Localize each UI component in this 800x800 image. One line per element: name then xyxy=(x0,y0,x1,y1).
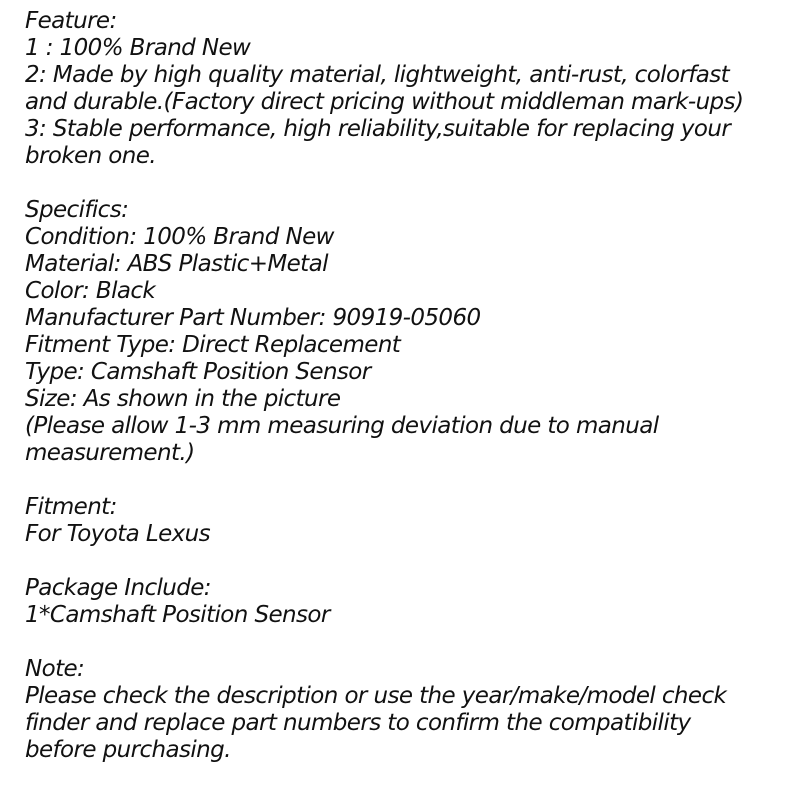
specifics-section xyxy=(25,197,795,467)
spec-size: Size: As shown in the picture xyxy=(25,386,341,412)
spec-color: Color: Black xyxy=(25,278,156,304)
feature-line: broken one. xyxy=(25,143,156,169)
package-heading: Package Include: xyxy=(25,575,211,601)
feature-heading: Feature: xyxy=(25,8,117,34)
fitment-line: For Toyota Lexus xyxy=(25,521,210,547)
fitment-section xyxy=(25,494,795,548)
package-section xyxy=(25,575,795,629)
spec-size-note: measurement.) xyxy=(25,440,195,466)
spec-size-note: (Please allow 1-3 mm measuring deviation due to manual xyxy=(25,413,659,439)
note-section xyxy=(25,656,795,764)
spec-condition: Condition: 100% Brand New xyxy=(25,224,334,250)
spec-part-number: Manufacturer Part Number: 90919-05060 xyxy=(25,305,481,331)
feature-line: 1 : 100% Brand New xyxy=(25,35,251,61)
note-line: finder and replace part numbers to confirm the compatibility xyxy=(25,710,691,736)
feature-line: 2: Made by high quality material, lightweight, anti-rust, colorfast xyxy=(25,62,730,88)
spec-material: Material: ABS Plastic+Metal xyxy=(25,251,328,277)
spec-type: Type: Camshaft Position Sensor xyxy=(25,359,371,385)
note-line: Please check the description or use the year/make/model check xyxy=(25,683,727,709)
product-description xyxy=(25,8,795,791)
feature-section xyxy=(25,8,795,170)
specifics-heading: Specifics: xyxy=(25,197,129,223)
feature-line: and durable.(Factory direct pricing without middleman mark-ups) xyxy=(25,89,744,115)
feature-line: 3: Stable performance, high reliability,suitable for replacing your xyxy=(25,116,731,142)
spec-fitment-type: Fitment Type: Direct Replacement xyxy=(25,332,401,358)
package-line: 1*Camshaft Position Sensor xyxy=(25,602,330,628)
note-line: before purchasing. xyxy=(25,737,231,763)
fitment-heading: Fitment: xyxy=(25,494,117,520)
note-heading: Note: xyxy=(25,656,85,682)
